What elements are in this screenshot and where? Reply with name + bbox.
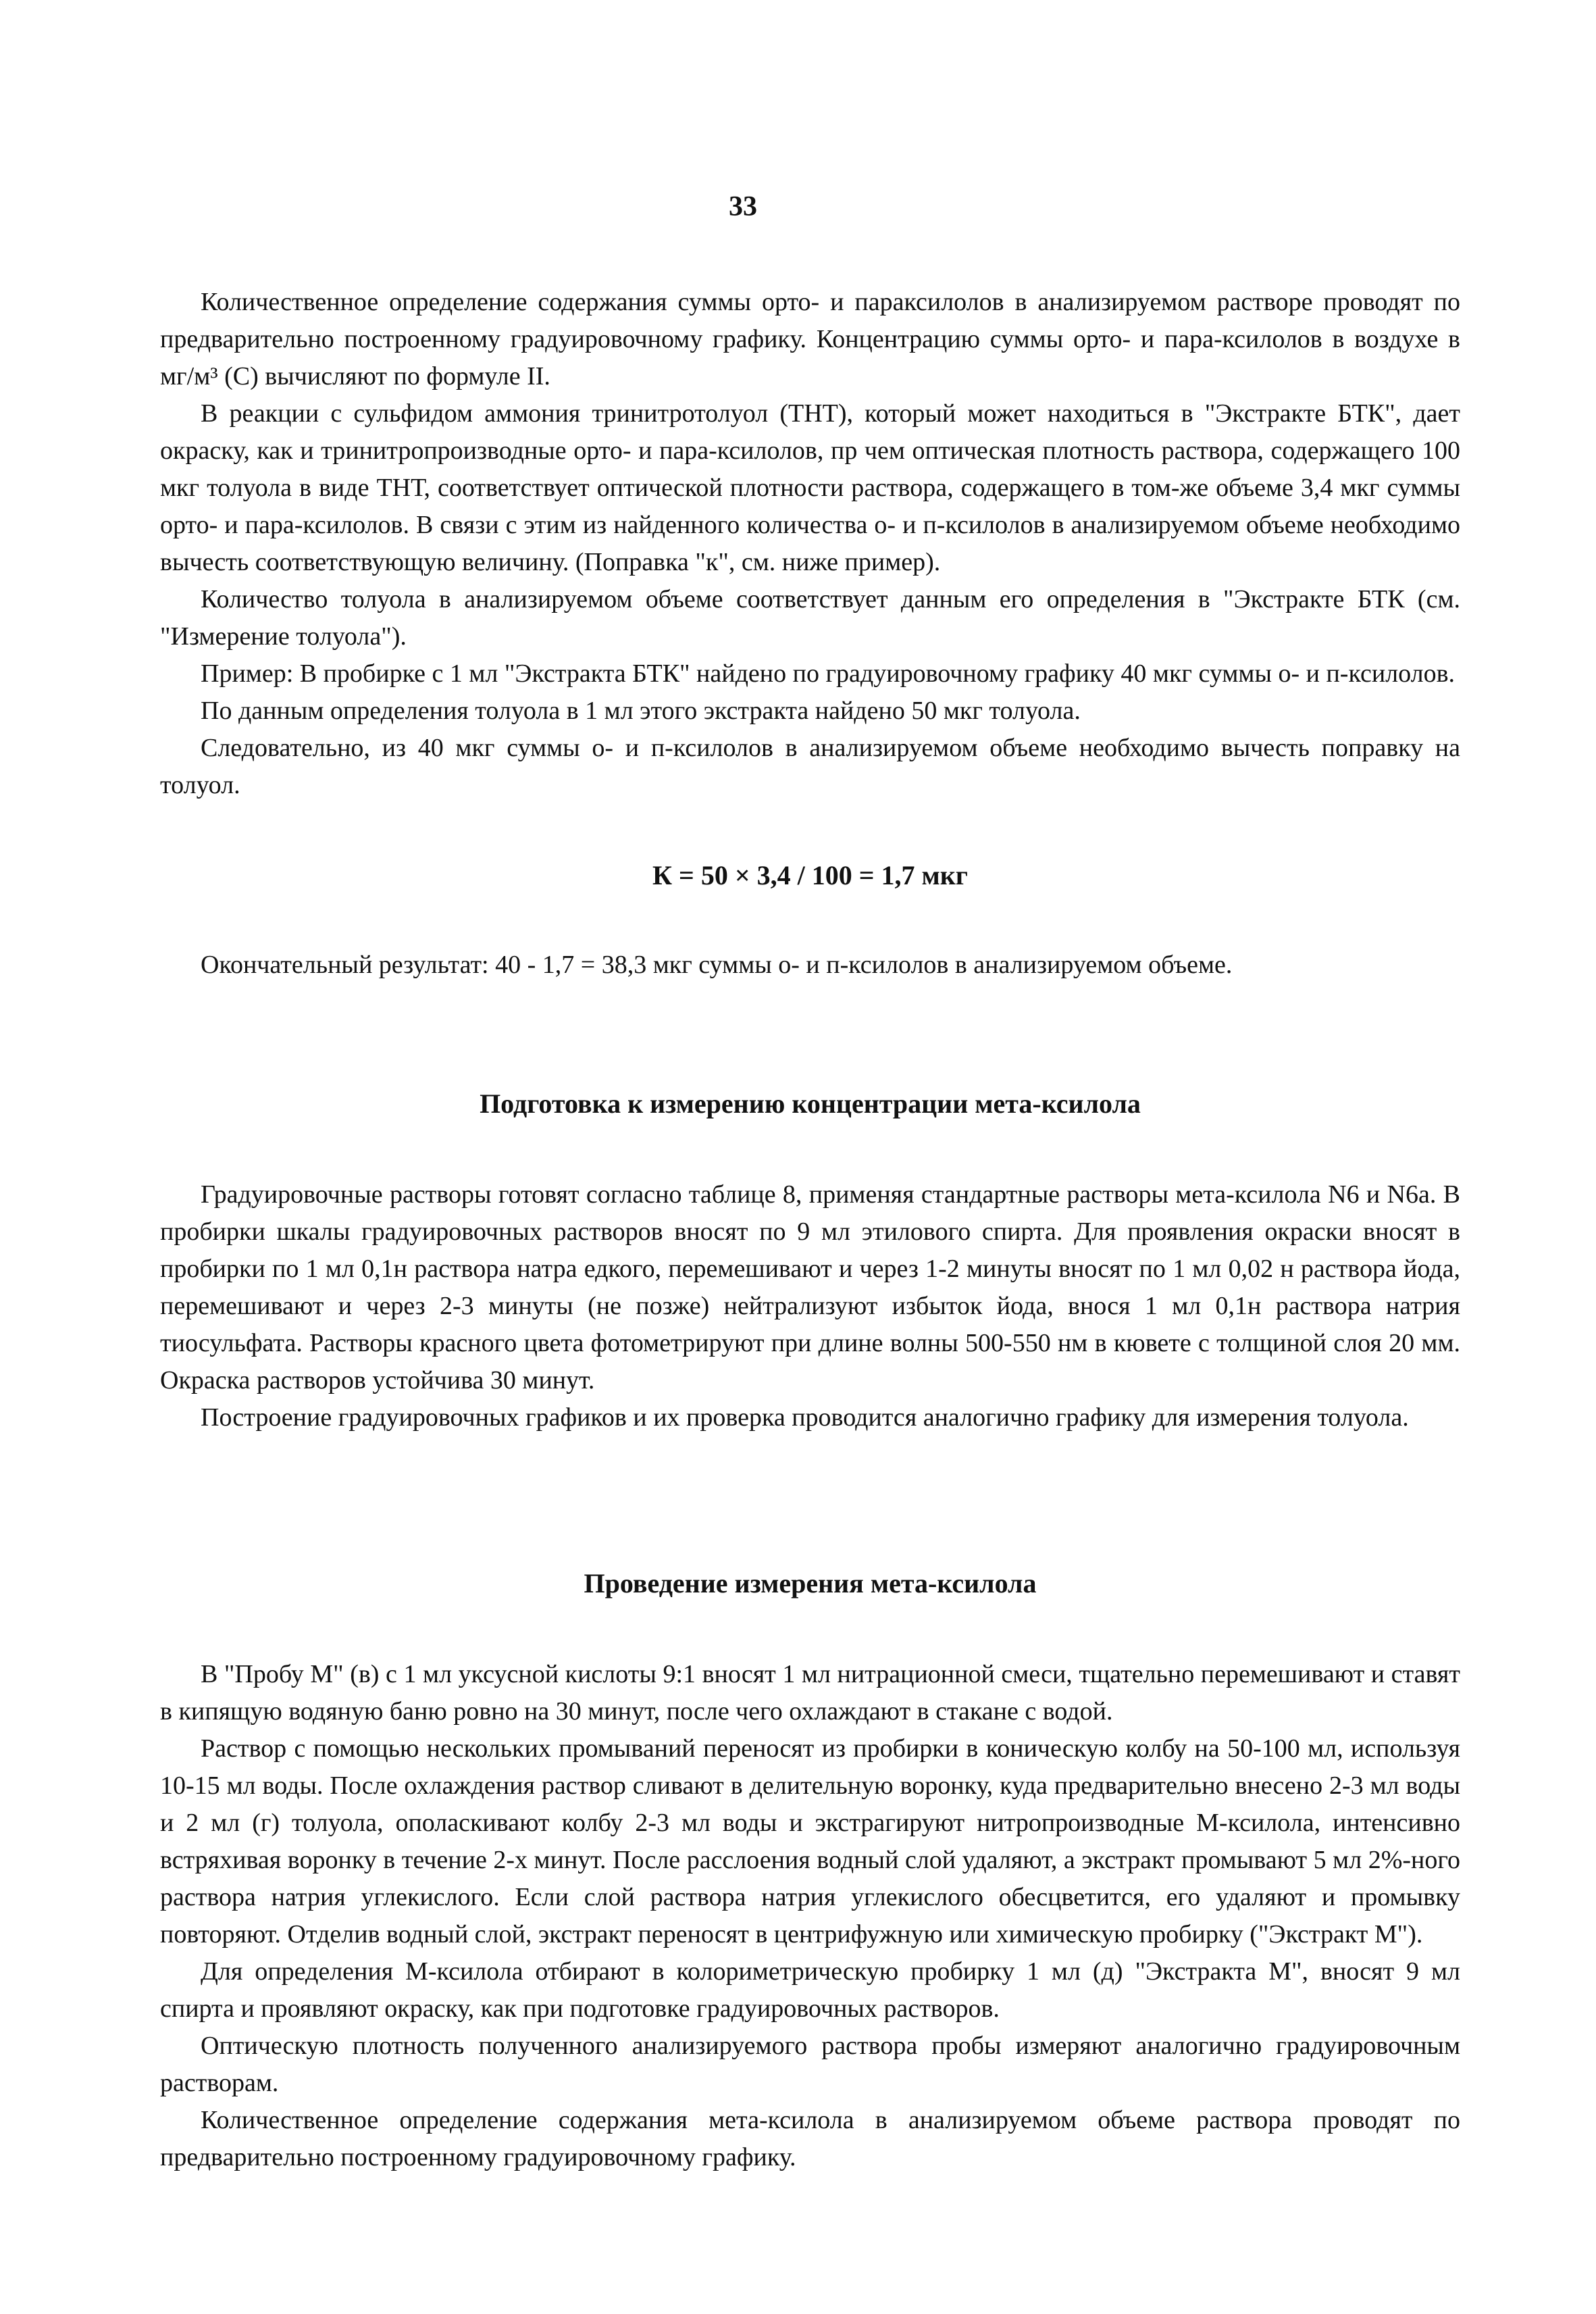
paragraph: Количественное определение содержания суммы орто- и параксилолов в анализируемом растворе проводят по предварительно построенному градуировочному графику. Концентрацию суммы орто- и пара-ксилолов в воздухе в мг/м³ (С) вычисляют по формуле II.: [160, 288, 1460, 391]
section-heading: Проведение измерения мета-ксилола: [584, 1568, 1037, 1599]
paragraph: Оптическую плотность полученного анализируемого раствора пробы измеряют аналогично градуировочным растворам.: [160, 2032, 1460, 2097]
paragraph: Пример: В пробирке с 1 мл "Экстракта БТК" найдено по градуировочному графику 40 мкг суммы о- и п-ксилолов.: [201, 659, 1456, 688]
paragraph: Следовательно, из 40 мкг суммы о- и п-ксилолов в анализируемом объеме необходимо вычесть поправку на толуол.: [160, 734, 1460, 799]
paragraph: Раствор с помощью нескольких промываний переносят из пробирки в коническую колбу на 50-100 мл, используя 10-15 мл воды. После охлаждения раствор сливают в делительную воронку, куда предварительно внесено 2-3 мл воды и 2 мл (г) толуола, ополаскивают колбу 2-3 мл воды и экстрагируют нитропроизводные М-ксилола, интенсивно встряхивая воронку в течение 2-х минут. После расслоения водный слой удаляют, а экстракт промывают 5 мл 2%-ного раствора натрия углекислого. Если слой раствора натрия углекислого обесцветится, его удаляют и промывку повторяют. Отделив водный слой, экстракт переносят в центрифужную или химическую пробирку ("Экстракт М").: [160, 1734, 1460, 1948]
paragraph: Количество толуола в анализируемом объеме соответствует данным его определения в "Экстракте БТК (см. "Измерение толуола").: [160, 585, 1460, 651]
paragraph: В "Пробу М" (в) с 1 мл уксусной кислоты 9:1 вносят 1 мл нитрационной смеси, тщательно перемешивают и ставят в кипящую водяную баню ровно на 30 минут, после чего охлаждают в стакане с водой.: [160, 1660, 1460, 1726]
paragraph-result: Окончательный результат: 40 - 1,7 = 38,3 мкг суммы о- и п-ксилолов в анализируемом объеме.: [201, 951, 1233, 979]
paragraph: Для определения М-ксилола отбирают в колориметрическую пробирку 1 мл (д) "Экстракта М", вносят 9 мл спирта и проявляют окраску, как при подготовке градуировочных растворов.: [160, 1957, 1460, 2023]
page-number: 33: [729, 191, 757, 222]
paragraph: Количественное определение содержания мета-ксилола в анализируемом объеме раствора проводят по предварительно построенному градуировочному графику.: [160, 2106, 1460, 2171]
document-body: [160, 284, 1460, 2176]
section-ortho-para-xylene: [160, 284, 1460, 984]
correction-formula: К = 50 × 3,4 / 100 = 1,7 мкг: [652, 860, 968, 890]
section-meta-xylene-measurement: [160, 1656, 1460, 2176]
section-meta-xylene-preparation: [160, 1176, 1460, 1436]
section-heading: Подготовка к измерению концентрации мета-ксилола: [480, 1088, 1141, 1119]
paragraph: Градуировочные растворы готовят согласно таблице 8, применяя стандартные растворы мета-ксилола N6 и N6а. В пробирки шкалы градуировочных растворов вносят по 9 мл этилового спирта. Для проявления окраски вносят в пробирки по 1 мл 0,1н раствора натра едкого, перемешивают и через 1-2 минуты вносят по 1 мл 0,02 н раствора йода, перемешивают и через 2-3 минуты (не позже) нейтрализуют избыток йода, внося 1 мл 0,1н раствора натрия тиосульфата. Растворы красного цвета фотометрируют при длине волны 500-550 нм в кювете с толщиной слоя 20 мм. Окраска растворов устойчива 30 минут.: [160, 1180, 1460, 1394]
paragraph: Построение градуировочных графиков и их проверка проводится аналогично графику для измерения толуола.: [201, 1403, 1409, 1432]
paragraph: По данным определения толуола в 1 мл этого экстракта найдено 50 мкг толуола.: [201, 697, 1081, 725]
paragraph: В реакции с сульфидом аммония тринитротолуол (ТНТ), который может находиться в "Экстракте БТК", дает окраску, как и тринитропроизводные орто- и пара-ксилолов, пр чем оптическая плотность раствора, содержащего 100 мкг толуола в виде ТНТ, соответствует оптической плотности раствора, содержащего в том-же объеме 3,4 мкг суммы орто- и пара-ксилолов. В связи с этим из найденного количества о- и п-ксилолов в анализируемом объеме необходимо вычесть соответствующую величину. (Поправка "к", см. ниже пример).: [160, 399, 1460, 576]
